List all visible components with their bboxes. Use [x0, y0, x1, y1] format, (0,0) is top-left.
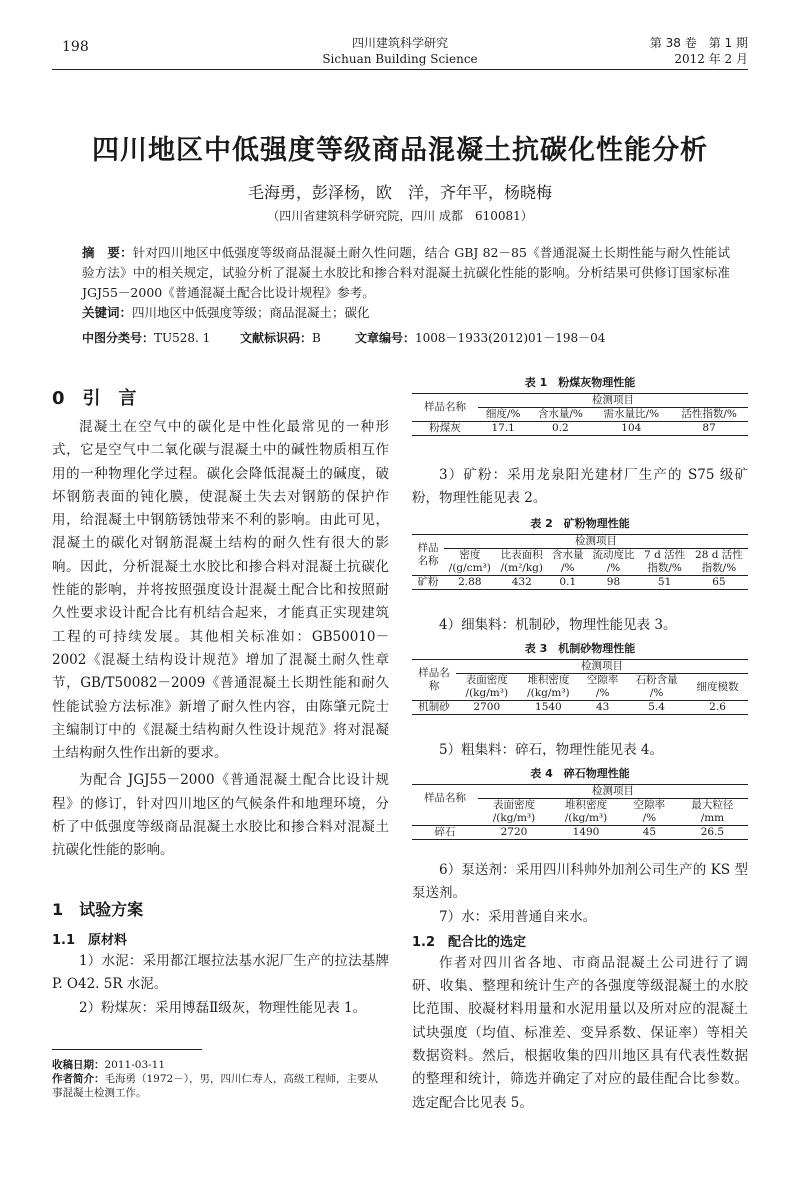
table-2-cell: 矿粉 — [412, 576, 444, 590]
table-4-group-header: 检测项目 — [478, 785, 748, 799]
clc-value: TU528. 1 — [154, 331, 211, 345]
table-3 — [412, 659, 748, 715]
intro-body — [52, 416, 389, 863]
table-2-cell: 2.88 — [444, 576, 496, 590]
table-4-col-header: 最大粒径 — [691, 799, 734, 811]
table-row — [412, 701, 748, 715]
article-number — [355, 329, 605, 346]
section-1-heading: 1 试验方案 — [52, 900, 144, 919]
table-4-cell: 1490 — [550, 826, 622, 840]
table-4-col-unit: /% — [622, 812, 677, 826]
left-column — [52, 384, 389, 410]
right-column-tail — [412, 859, 748, 1115]
table-2-col-unit: /% — [548, 562, 588, 576]
table-3-group-header: 检测项目 — [456, 660, 748, 674]
doc-label: 文献标识码： — [240, 331, 313, 345]
table-3-col-header: 细度模数 — [687, 674, 748, 701]
intro-paragraph-2: 为配合 JGJ55－2000《普通混凝土配合比设计规程》的修订，针对四川地区的气候条件和地理环境，分析了中低强度等级商品混凝土水胶比和掺合料对混凝土抗碳化性能的影响。 — [52, 772, 389, 859]
table-2-col-unit: /% — [588, 562, 640, 576]
article-label: 文章编号： — [355, 331, 416, 345]
table-2-cell: 98 — [588, 576, 640, 590]
subsection-1-1-heading: 1.1 原材料 — [52, 933, 128, 948]
table-2-col-header: 密度 — [459, 549, 481, 561]
abstract-label: 摘 要： — [82, 245, 133, 260]
table-2-cell: 0.1 — [548, 576, 588, 590]
received-value: 2011-03-11 — [104, 1059, 166, 1071]
material-sand-block — [412, 614, 748, 637]
keywords — [82, 303, 730, 323]
abstract-text: 针对四川地区中低强度等级商品混凝土耐久性问题，结合 GBJ 82－85《普通混凝土长期性能与耐久性能试验方法》中的相关规定，试验分析了混凝土水胶比和掺合料对混凝土抗碳化性能的影响。分析结果可供修订国家标准 JGJ55－2000《普通混凝土配合比设计规程》参考。 — [82, 245, 730, 300]
received-label: 收稿日期： — [52, 1059, 105, 1071]
table-1-cell: 粉煤灰 — [412, 422, 478, 436]
clc-number — [82, 329, 210, 346]
table-2-block — [412, 515, 748, 590]
doc-value: B — [312, 331, 321, 345]
clc-label: 中图分类号： — [82, 331, 155, 345]
table-3-col-unit: /% — [579, 687, 626, 701]
table-3-cell: 2700 — [456, 701, 518, 715]
material-pumping-agent: 6）泵送剂：采用四川科帅外加剂公司生产的 KS 型泵送剂。 — [412, 862, 748, 902]
intro-paragraph-1: 混凝土在空气中的碳化是中性化最常见的一种形式，它是空气中二氧化碳与混凝土中的碱性物质相互作用的一种物理化学过程。碳化会降低混凝土的碱度，破坏钢筋表面的钝化膜，使混凝土失去对钢筋的保护作用，给混凝土中钢筋锈蚀带来不利的影响。由此可见，混凝土的碳化对钢筋混凝土结构的耐久性有很大的影响。因此，分析混凝土水胶比和掺合料对混凝土抗碳化性能的影响，并将按照强度设计混凝土配合比和按照耐久性要求设计配合比有机结合起来，才能真正实现建筑工程的可持续发展。其他相关标准如：GB50010－2002《混凝土结构设计规范》增加了混凝土耐久性章节，GB/T50082－2009《普通混凝土长期性能和耐久性能试验方法标准》新增了耐久性内容，由陈肇元院士主编制订中的《混凝土结构耐久性设计规范》将对混凝土结构耐久性作出新的要求。 — [52, 419, 389, 762]
material-slag: 3）矿粉：采用龙泉阳光建材厂生产的 S75 级矿粉，物理性能见表 2。 — [412, 467, 748, 507]
table-row — [412, 576, 748, 590]
material-slag-block — [412, 464, 748, 511]
abstract-block — [82, 243, 730, 323]
journal-name-cn: 四川建筑科学研究 — [351, 36, 448, 50]
table-3-cell: 5.4 — [626, 701, 687, 715]
table-1-col-header: 含水量/% — [528, 408, 592, 422]
table-4-block — [412, 765, 748, 840]
section-0-heading: 0 引 言 — [52, 388, 137, 409]
authors: 毛海勇，彭泽杨，欧 洋，齐年平，杨晓梅 — [247, 183, 552, 202]
table-3-col-unit: /% — [626, 687, 687, 701]
author-bio-text: 毛海勇（1972－），男，四川仁寿人，高级工程师，主要从事混凝土检测工作。 — [52, 1073, 378, 1099]
journal-name-en: Sichuan Building Science — [322, 52, 478, 66]
table-1-col-header: 细度/% — [478, 408, 528, 422]
table-2-caption: 表 2 矿粉物理性能 — [530, 517, 630, 530]
table-4-col-unit: /(kg/m³) — [550, 812, 622, 826]
author-bio — [52, 1072, 387, 1100]
table-3-cell: 2.6 — [687, 701, 748, 715]
table-3-cell: 机制砂 — [412, 701, 456, 715]
table-1-caption: 表 1 粉煤灰物理性能 — [524, 376, 636, 389]
volume-issue: 第 38 卷 第 1 期 — [649, 36, 748, 50]
table-row — [412, 826, 748, 840]
keywords-text: 四川地区中低强度等级；商品混凝土；碳化 — [132, 305, 370, 320]
table-2 — [412, 534, 748, 590]
table-3-col-header: 空隙率 — [586, 674, 619, 686]
table-2-col-header: 比表面积 — [500, 549, 543, 561]
table-2-col-header: 28 d 活性 — [695, 549, 743, 561]
keywords-label: 关键词： — [82, 305, 133, 320]
table-2-col-unit: /(m²/kg) — [496, 562, 548, 576]
material-flyash: 2）粉煤灰：采用博磊Ⅱ级灰，物理性能见表 1。 — [79, 999, 367, 1016]
author-bio-label: 作者简介： — [52, 1073, 105, 1085]
table-4-cell: 2720 — [478, 826, 550, 840]
issue-date: 2012 年 2 月 — [674, 52, 748, 66]
table-2-col-unit: 指数/% — [639, 562, 690, 576]
material-gravel: 5）粗集料：碎石，物理性能见表 4。 — [439, 742, 663, 758]
doc-code — [240, 329, 321, 346]
table-1-name-header: 样品名称 — [412, 394, 478, 422]
paper-title: 四川地区中低强度等级商品混凝土抗碳化性能分析 — [92, 135, 708, 166]
table-2-col-unit: /(g/cm³) — [444, 562, 496, 576]
table-4-cell: 26.5 — [677, 826, 748, 840]
article-value: 1008－1933(2012)01－198－04 — [415, 331, 606, 345]
table-1-col-header: 活性指数/% — [670, 408, 748, 422]
table-2-col-header: 7 d 活性 — [644, 549, 686, 561]
table-2-cell: 65 — [690, 576, 748, 590]
table-3-block — [412, 640, 748, 715]
table-row — [412, 422, 748, 436]
table-4-col-header: 堆积密度 — [564, 799, 607, 811]
subsection-1-2-heading: 1.2 配合比的选定 — [412, 934, 527, 950]
table-1-col-header: 需水量比/% — [592, 408, 670, 422]
table-3-name-header: 样品名称 — [412, 660, 456, 701]
table-2-group-header: 检测项目 — [444, 535, 748, 549]
table-1 — [412, 393, 748, 436]
table-3-cell: 43 — [579, 701, 626, 715]
table-4-col-unit: /(kg/m³) — [478, 812, 550, 826]
table-4 — [412, 784, 748, 840]
table-2-cell: 51 — [639, 576, 690, 590]
table-4-col-header: 空隙率 — [633, 799, 666, 811]
table-1-group-header: 检测项目 — [478, 394, 748, 408]
table-1-cell: 0.2 — [528, 422, 592, 436]
table-4-col-unit: /mm — [677, 812, 748, 826]
mix-selection-paragraph: 作者对四川省各地、市商品混凝土公司进行了调研、收集、整理和统计生产的各强度等级混凝土的水胶比范围、胶凝材料用量和水泥用量以及所对应的混凝土试块强度（均值、标准差、变异系数、保证率）等相关数据资料。然后，根据收集的四川地区具有代表性数据的整理和统计，筛选并确定了对应的最佳配合比参数。选定配合比见表 5。 — [412, 954, 748, 1111]
table-1-cell: 104 — [592, 422, 670, 436]
table-4-cell: 45 — [622, 826, 677, 840]
section-1 — [52, 897, 389, 1020]
received-date — [52, 1058, 387, 1072]
table-3-col-header: 堆积密度 — [527, 674, 570, 686]
table-2-name-header: 样品名称 — [412, 535, 444, 576]
table-3-col-header: 表面密度 — [465, 674, 508, 686]
header-rule — [52, 69, 748, 70]
table-4-name-header: 样品名称 — [412, 785, 478, 813]
table-2-cell: 432 — [496, 576, 548, 590]
table-1-cell: 87 — [670, 422, 748, 436]
page-number: 198 — [62, 39, 89, 55]
table-4-caption: 表 4 碎石物理性能 — [530, 767, 630, 780]
table-2-col-header: 流动度比 — [592, 549, 635, 561]
table-3-cell: 1540 — [518, 701, 580, 715]
table-3-caption: 表 3 机制砂物理性能 — [524, 642, 636, 655]
table-1-cell: 17.1 — [478, 422, 528, 436]
affiliation: （四川省建筑科学研究院，四川 成都 610081） — [267, 209, 533, 223]
material-water: 7）水：采用普通自来水。 — [439, 908, 597, 925]
table-2-col-unit: 指数/% — [690, 562, 748, 576]
table-3-col-unit: /(kg/m³) — [518, 687, 580, 701]
table-3-col-unit: /(kg/m³) — [456, 687, 518, 701]
footnote — [52, 1058, 387, 1100]
table-4-cell: 碎石 — [412, 826, 478, 840]
abstract — [82, 243, 730, 303]
table-2-col-header: 含水量 — [552, 549, 584, 561]
table-4-col-header: 表面密度 — [492, 799, 535, 811]
table-3-col-header: 石粉含量 — [635, 674, 678, 686]
material-cement: 1）水泥：采用都江堰拉法基水泥厂生产的拉法基牌 P. O42. 5R 水泥。 — [52, 953, 389, 993]
material-sand: 4）细集料：机制砂，物理性能见表 3。 — [439, 617, 677, 633]
material-gravel-block — [412, 739, 748, 762]
footnote-rule — [52, 1049, 202, 1050]
table-1-block — [412, 374, 748, 436]
